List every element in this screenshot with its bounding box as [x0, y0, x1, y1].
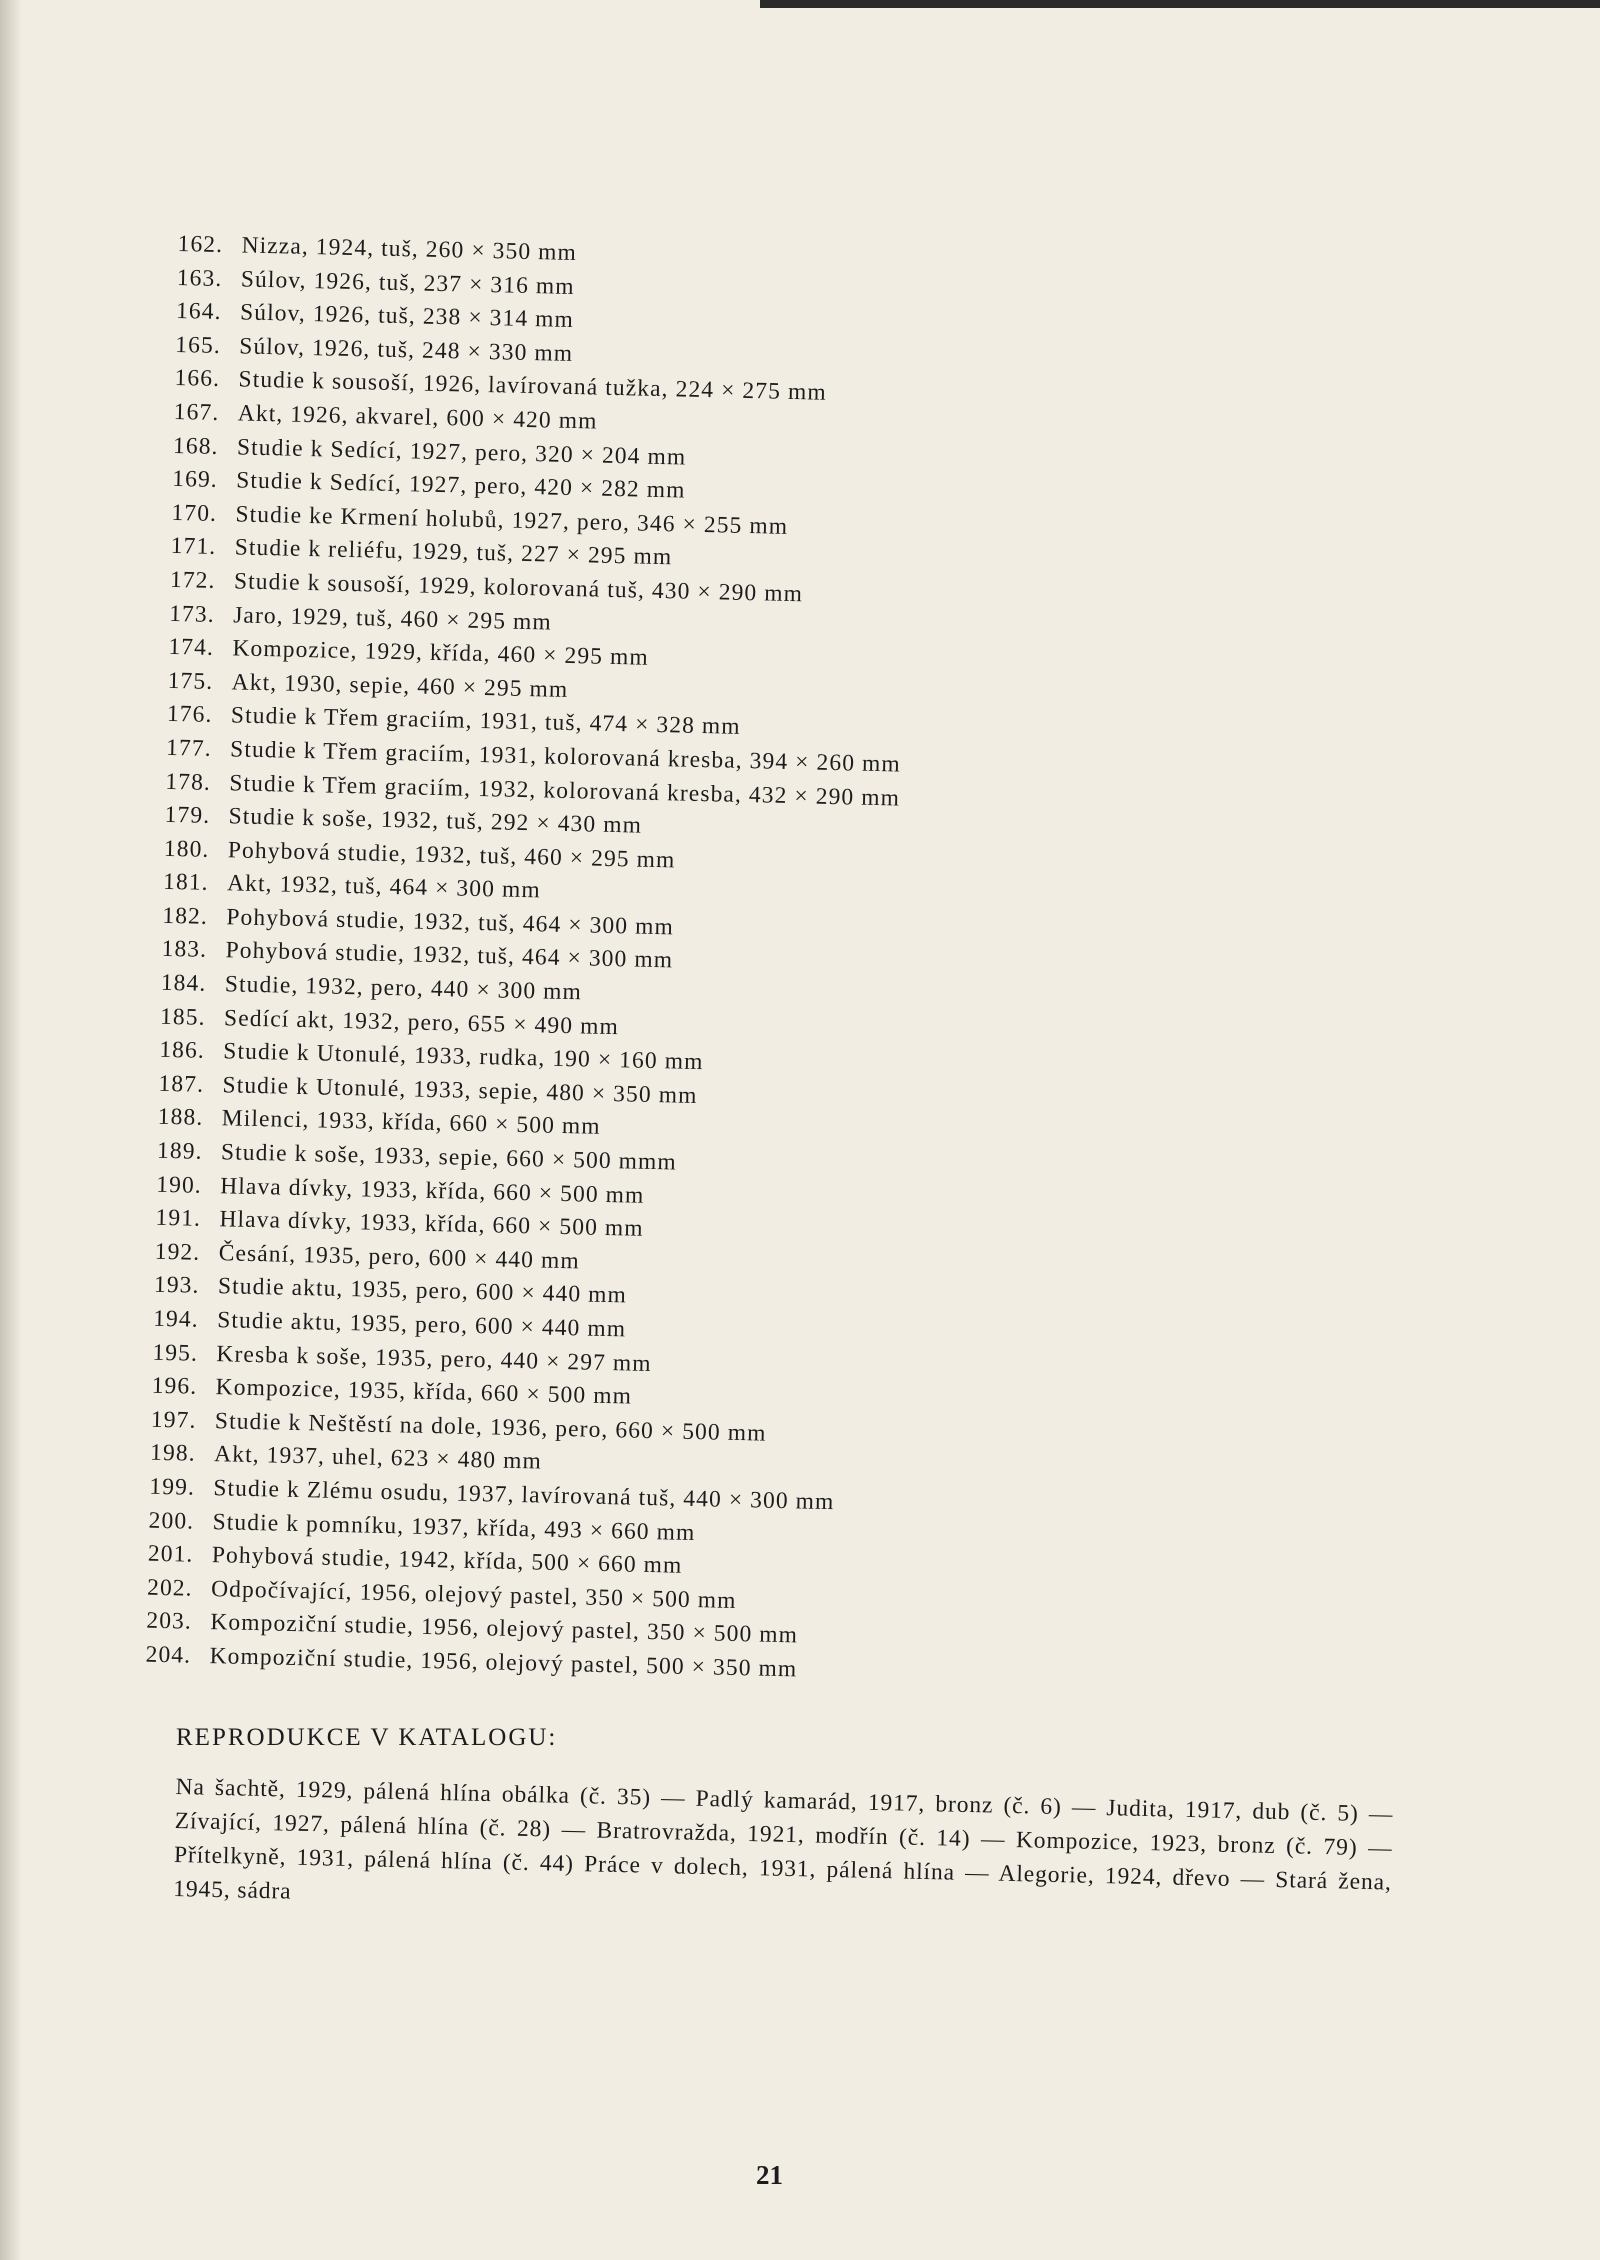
catalog-entry-text: Studie k pomníku, 1937, křída, 493 × 660 mm: [212, 1508, 696, 1546]
catalog-entry-text: Studie k Sedící, 1927, pero, 420 × 282 mm: [235, 467, 686, 504]
catalog-entry-text: Akt, 1930, sepie, 460 × 295 mm: [231, 669, 569, 703]
top-edge-rule: [760, 0, 1600, 8]
catalog-entry-text: Studie k Třem graciím, 1932, kolorovaná kresba, 432 × 290 mm: [229, 769, 901, 812]
catalog-entry-text: Česání, 1935, pero, 600 × 440 mm: [218, 1240, 581, 1275]
page-edge-shadow: [0, 0, 22, 2260]
catalog-entry-text: Kompozice, 1935, křída, 660 × 500 mm: [215, 1374, 633, 1410]
catalog-entry-number: 164.: [175, 298, 222, 326]
catalog-entry-number: 181.: [162, 869, 209, 897]
catalog-entry-number: 173.: [168, 600, 216, 628]
catalog-entry-number: 199.: [149, 1473, 196, 1501]
reproductions-heading: REPRODUKCE V KATALOGU:: [176, 1724, 558, 1751]
catalog-entry-number: 165.: [175, 331, 222, 359]
catalog-entry-text: Akt, 1926, akvarel, 600 × 420 mm: [237, 400, 598, 435]
catalog-entry-number: 166.: [174, 365, 221, 393]
catalog-entry-text: Hlava dívky, 1933, křída, 660 × 500 mm: [219, 1172, 645, 1209]
catalog-entry-number: 194.: [152, 1305, 200, 1333]
catalog-entry-number: 193.: [153, 1272, 200, 1300]
catalog-list: [145, 228, 1178, 1695]
catalog-entry-text: Pohybová studie, 1932, tuš, 464 × 300 mm: [225, 937, 674, 974]
catalog-entry-text: Súlov, 1926, tuš, 238 × 314 mm: [239, 299, 575, 334]
catalog-entry-number: 201.: [147, 1540, 194, 1568]
catalog-entry-number: 171.: [170, 533, 217, 561]
catalog-entry-text: Kompozice, 1929, křída, 460 × 295 mm: [232, 635, 650, 671]
catalog-entry-text: Studie ke Krmení holubů, 1927, pero, 346 × 255 mm: [235, 501, 789, 540]
catalog-entry-text: Studie k soše, 1932, tuš, 292 × 430 mm: [228, 803, 643, 839]
catalog-entry-text: Studie k Sedící, 1927, pero, 320 × 204 mm: [236, 433, 687, 471]
catalog-entry-number: 168.: [172, 432, 219, 460]
catalog-entry-text: Súlov, 1926, tuš, 237 × 316 mm: [240, 266, 576, 300]
catalog-entry-text: Hlava dívky, 1933, křída, 660 × 500 mm: [219, 1206, 644, 1243]
catalog-entry-number: 175.: [167, 667, 214, 695]
catalog-entry-number: 187.: [158, 1070, 205, 1098]
catalog-entry-text: Sedící akt, 1932, pero, 655 × 490 mm: [223, 1004, 620, 1040]
catalog-entry-number: 185.: [159, 1003, 206, 1031]
reproductions-paragraph: Na šachtě, 1929, pálená hlína obálka (č. 35) — Padlý kamarád, 1917, bronz (č. 6) — Judita, 1917, dub (č. 5) — Zívající, 1927, pálená hlína (č. 28) — Bratrovražda, 1921, modřín (č. 14) — Kompozice, 1923, bronz (č. 79) — Přítelkyně, 1931, pálená hlína (č. 44) Práce v dolech, 1931, pálená hlína — Alegorie, 1924, dřevo — Stará žena, 1945, sádra: [173, 1773, 1394, 1905]
catalog-entry-number: 172.: [169, 566, 216, 594]
catalog-entry-text: Studie k Utonulé, 1933, sepie, 480 × 350 mm: [222, 1072, 698, 1109]
catalog-entry-number: 178.: [165, 768, 212, 796]
catalog-entry-text: Akt, 1937, uhel, 623 × 480 mm: [213, 1441, 543, 1475]
catalog-entry-text: Pohybová studie, 1932, tuš, 460 × 295 mm: [227, 836, 676, 874]
catalog-entry-text: Studie k sousoší, 1929, kolorovaná tuš, 430 × 290 mm: [233, 568, 804, 608]
catalog-entry-text: Kompoziční studie, 1956, olejový pastel, 500 × 350 mm: [209, 1643, 798, 1683]
catalog-entry-number: 184.: [160, 969, 207, 997]
catalog-entry-text: Studie k Zlému osudu, 1937, lavírovaná tuš, 440 × 300 mm: [213, 1475, 835, 1516]
catalog-entry-number: 189.: [156, 1137, 203, 1165]
catalog-entry-number: 169.: [172, 466, 219, 494]
catalog-entry-text: Milenci, 1933, křída, 660 × 500 mm: [221, 1105, 601, 1141]
page-number: 21: [756, 2160, 783, 2190]
catalog-entry-text: Studie k reliéfu, 1929, tuš, 227 × 295 mm: [234, 534, 673, 571]
catalog-entry-number: 174.: [168, 634, 215, 662]
catalog-entry-text: Jaro, 1929, tuš, 460 × 295 mm: [232, 601, 553, 636]
catalog-entry-text: Studie k soše, 1933, sepie, 660 × 500 mmm: [220, 1139, 678, 1176]
catalog-entry-text: Nizza, 1924, tuš, 260 × 350 mm: [241, 232, 578, 267]
catalog-entry-text: Studie k Třem graciím, 1931, tuš, 474 × 328 mm: [230, 702, 742, 741]
catalog-entry-text: Súlov, 1926, tuš, 248 × 330 mm: [239, 333, 574, 367]
catalog-entry-text: Studie, 1932, pero, 440 × 300 mm: [224, 971, 583, 1006]
catalog-entry-text: Pohybová studie, 1932, tuš, 464 × 300 mm: [226, 904, 675, 941]
catalog-entry-number: 200.: [148, 1507, 195, 1535]
catalog-entry-number: 176.: [166, 701, 213, 729]
catalog-entry-number: 191.: [155, 1204, 202, 1232]
catalog-entry-number: 167.: [173, 398, 220, 426]
catalog-entry-text: Odpočívající, 1956, olejový pastel, 350 × 500 mm: [210, 1575, 737, 1614]
catalog-entry-text: Studie aktu, 1935, pero, 600 × 440 mm: [217, 1273, 628, 1309]
catalog-entry-text: Pohybová studie, 1942, křída, 500 × 660 mm: [211, 1542, 683, 1579]
catalog-entry-text: Studie k Třem graciím, 1931, kolorovaná kresba, 394 × 260 mm: [229, 736, 902, 778]
catalog-entry-number: 203.: [146, 1607, 193, 1636]
catalog-entry-text: Kompoziční studie, 1956, olejový pastel, 350 × 500 mm: [210, 1609, 799, 1649]
catalog-entry-text: Akt, 1932, tuš, 464 × 300 mm: [226, 870, 542, 904]
catalog-entry-number: 198.: [149, 1440, 197, 1468]
catalog-entry-number: 170.: [171, 499, 218, 527]
catalog-entry-number: 177.: [165, 734, 213, 762]
catalog-entry-number: 195.: [152, 1339, 199, 1367]
catalog-entry-text: Studie aktu, 1935, pero, 600 × 440 mm: [216, 1307, 627, 1343]
catalog-entry-number: 183.: [161, 936, 208, 964]
catalog-entry-number: 162.: [177, 230, 224, 259]
catalog-entry-number: 190.: [156, 1171, 203, 1199]
catalog-entry-number: 192.: [154, 1238, 201, 1266]
catalog-entry-number: 204.: [145, 1641, 192, 1669]
catalog-entry-text: Studie k sousoší, 1926, lavírovaná tužka, 224 × 275 mm: [238, 366, 828, 407]
catalog-entry-number: 182.: [162, 902, 209, 930]
catalog-entry-text: Kresba k soše, 1935, pero, 440 × 297 mm: [216, 1340, 653, 1377]
catalog-entry-number: 163.: [176, 264, 223, 292]
catalog-entry-number: 202.: [146, 1574, 193, 1602]
catalog-entry-number: 179.: [164, 801, 211, 829]
catalog-entry-number: 186.: [159, 1037, 206, 1065]
catalog-entry-number: 196.: [151, 1372, 198, 1400]
catalog-entry-text: Studie k Utonulé, 1933, rudka, 190 × 160 mm: [223, 1038, 704, 1076]
catalog-entry-number: 188.: [157, 1104, 204, 1132]
catalog-entry-number: 180.: [163, 835, 210, 863]
catalog-entry-text: Studie k Neštěstí na dole, 1936, pero, 660 × 500 mm: [214, 1407, 767, 1447]
catalog-entry-number: 197.: [150, 1406, 197, 1434]
